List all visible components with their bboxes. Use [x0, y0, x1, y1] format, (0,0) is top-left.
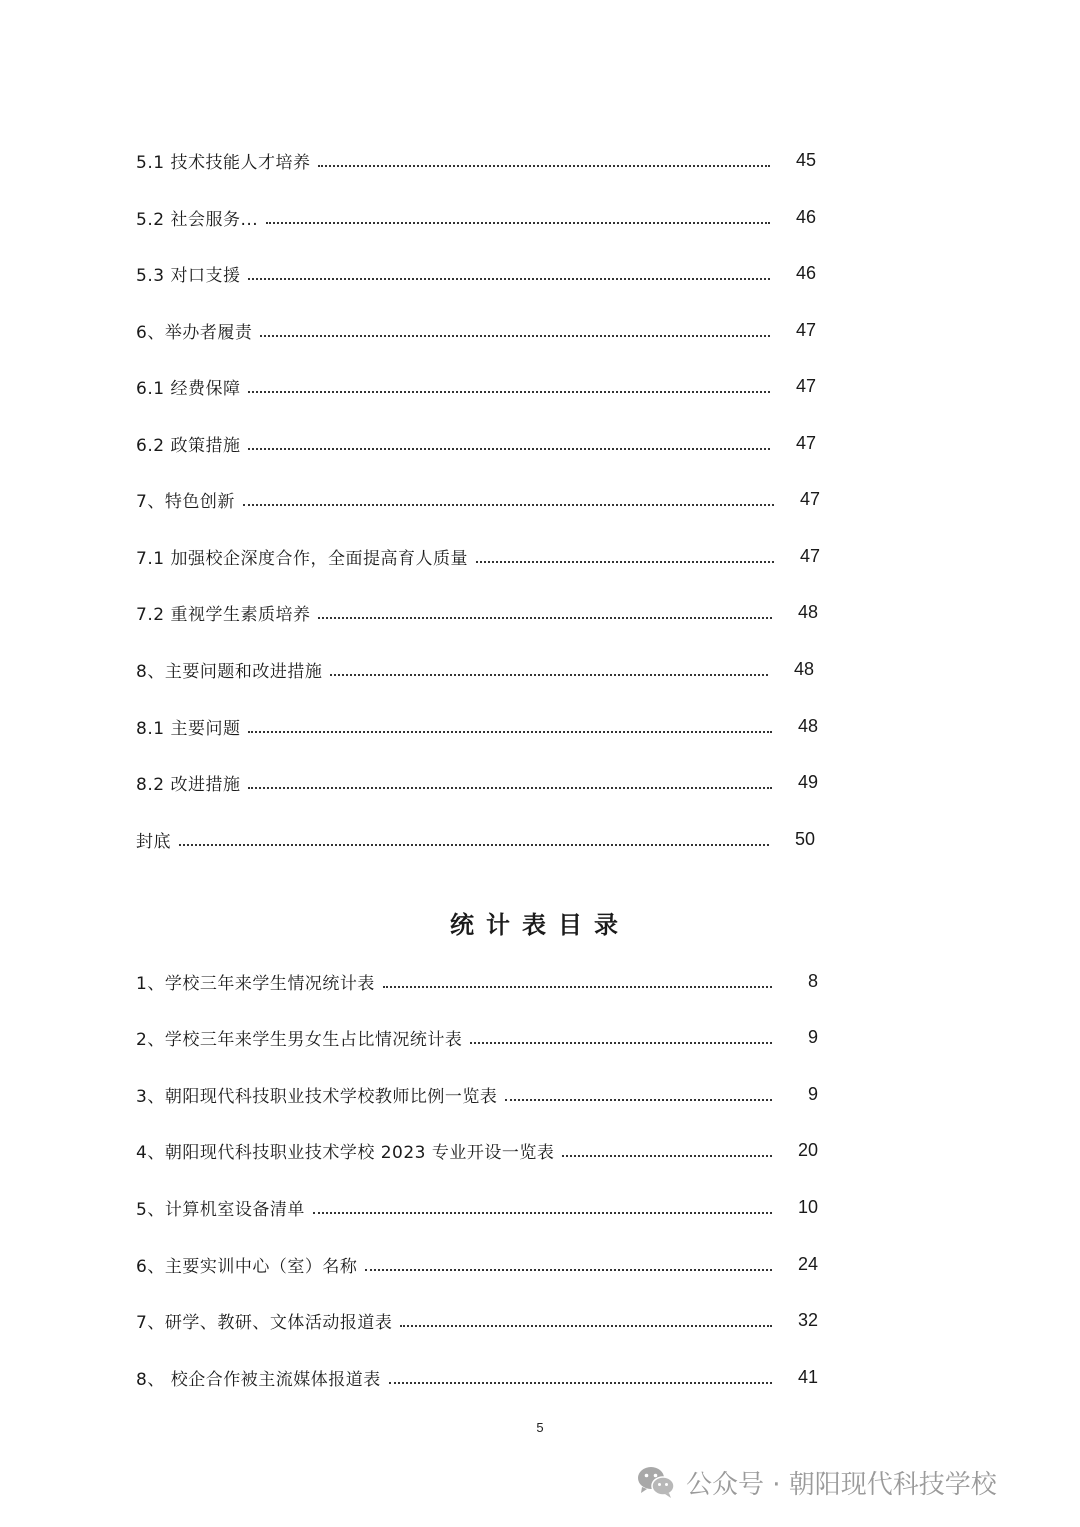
toc-entry-page: 47 — [795, 319, 816, 340]
toc-entry-label: 1、学校三年来学生情况统计表 — [136, 969, 383, 994]
toc-entry-label: 5.2 社会服务... — [136, 205, 266, 230]
toc-entry[interactable] — [136, 824, 815, 854]
toc-entry[interactable] — [136, 145, 816, 175]
toc-entry-label: 5.3 对口支援 — [136, 261, 248, 286]
toc-entry-label: 8.1 主要问题 — [136, 714, 248, 739]
toc-entry-label: 3、朝阳现代科技职业技术学校教师比例一览表 — [136, 1082, 505, 1107]
toc-entry-page: 46 — [795, 262, 816, 283]
toc-dot-leader — [313, 1212, 772, 1214]
toc-dot-leader — [470, 1042, 772, 1044]
stats-toc-entry[interactable] — [136, 1079, 818, 1109]
toc-dot-leader — [330, 674, 768, 676]
stats-toc-entry[interactable] — [136, 1362, 818, 1392]
toc-entry-page: 9 — [807, 1026, 818, 1047]
toc-entry-page: 41 — [797, 1366, 818, 1387]
toc-entry-page: 24 — [797, 1253, 818, 1274]
toc-entry-label: 6.1 经费保障 — [136, 374, 248, 399]
wechat-icon — [636, 1465, 676, 1499]
stats-toc-entry[interactable] — [136, 1249, 818, 1279]
toc-dot-leader — [243, 504, 774, 506]
toc-entry-page: 45 — [795, 149, 816, 170]
section-title: 统计表目录 — [450, 910, 630, 939]
toc-entry[interactable] — [136, 202, 816, 232]
toc-entry-label: 8.2 改进措施 — [136, 770, 248, 795]
toc-entry-page: 48 — [793, 658, 814, 679]
toc-entry-page: 47 — [795, 432, 816, 453]
toc-entry-label: 7.2 重视学生素质培养 — [136, 600, 318, 625]
toc-dot-leader — [266, 222, 770, 224]
toc-dot-leader — [562, 1155, 772, 1157]
toc-entry-page: 50 — [794, 828, 815, 849]
toc-dot-leader — [248, 448, 770, 450]
toc-entry[interactable] — [136, 315, 816, 345]
toc-entry-label: 8、 校企合作被主流媒体报道表 — [136, 1365, 389, 1390]
stats-toc-entry[interactable] — [136, 1135, 818, 1165]
toc-entry[interactable] — [136, 258, 816, 288]
toc-entry-label: 2、学校三年来学生男女生占比情况统计表 — [136, 1025, 470, 1050]
stats-toc-entry[interactable] — [136, 1192, 818, 1222]
watermark-text: 公众号 · 朝阳现代科技学校 — [686, 1469, 997, 1500]
toc-entry-label: 6、举办者履责 — [136, 318, 260, 343]
toc-entry[interactable] — [136, 484, 820, 514]
toc-dot-leader — [248, 787, 772, 789]
toc-entry-page: 10 — [797, 1196, 818, 1217]
toc-entry[interactable] — [136, 711, 818, 741]
toc-entry-label: 5、计算机室设备清单 — [136, 1195, 313, 1220]
toc-dot-leader — [248, 391, 770, 393]
toc-entry-page: 46 — [795, 206, 816, 227]
toc-entry[interactable] — [136, 541, 820, 571]
toc-entry-label: 封底 — [136, 827, 179, 852]
toc-entry[interactable] — [136, 428, 816, 458]
toc-entry-label: 7.1 加强校企深度合作，全面提高育人质量 — [136, 544, 476, 569]
toc-entry[interactable] — [136, 767, 818, 797]
toc-dot-leader — [383, 986, 772, 988]
toc-entry-label: 8、主要问题和改进措施 — [136, 657, 330, 682]
watermark — [636, 1462, 997, 1502]
stats-toc-entry[interactable] — [136, 966, 818, 996]
toc-entry-page: 48 — [797, 715, 818, 736]
toc-entry-label: 6、主要实训中心（室）名称 — [136, 1252, 365, 1277]
toc-entry-page: 47 — [799, 545, 820, 566]
toc-dot-leader — [260, 335, 770, 337]
toc-entry-label: 7、特色创新 — [136, 487, 243, 512]
toc-dot-leader — [389, 1382, 772, 1384]
toc-dot-leader — [248, 731, 772, 733]
toc-dot-leader — [505, 1099, 772, 1101]
toc-dot-leader — [318, 165, 770, 167]
toc-entry-label: 6.2 政策措施 — [136, 431, 248, 456]
toc-dot-leader — [400, 1325, 772, 1327]
toc-dot-leader — [365, 1269, 772, 1271]
toc-entry[interactable] — [136, 597, 818, 627]
toc-dot-leader — [318, 617, 772, 619]
toc-entry[interactable] — [136, 654, 814, 684]
toc-entry[interactable] — [136, 371, 816, 401]
toc-dot-leader — [179, 844, 769, 846]
toc-dot-leader — [476, 561, 774, 563]
toc-entry-label: 5.1 技术技能人才培养 — [136, 148, 318, 173]
toc-dot-leader — [248, 278, 770, 280]
page-number: 5 — [536, 1420, 544, 1435]
toc-entry-page: 47 — [799, 488, 820, 509]
toc-entry-page: 47 — [795, 375, 816, 396]
toc-entry-page: 49 — [797, 771, 818, 792]
stats-toc-entry[interactable] — [136, 1022, 818, 1052]
toc-entry-page: 9 — [807, 1083, 818, 1104]
toc-entry-page: 20 — [797, 1139, 818, 1160]
toc-entry-page: 32 — [797, 1309, 818, 1330]
toc-entry-label: 4、朝阳现代科技职业技术学校 2023 专业开设一览表 — [136, 1138, 562, 1163]
toc-entry-page: 8 — [807, 970, 818, 991]
toc-entry-label: 7、研学、教研、文体活动报道表 — [136, 1308, 400, 1333]
stats-toc-entry[interactable] — [136, 1305, 818, 1335]
toc-entry-page: 48 — [797, 601, 818, 622]
